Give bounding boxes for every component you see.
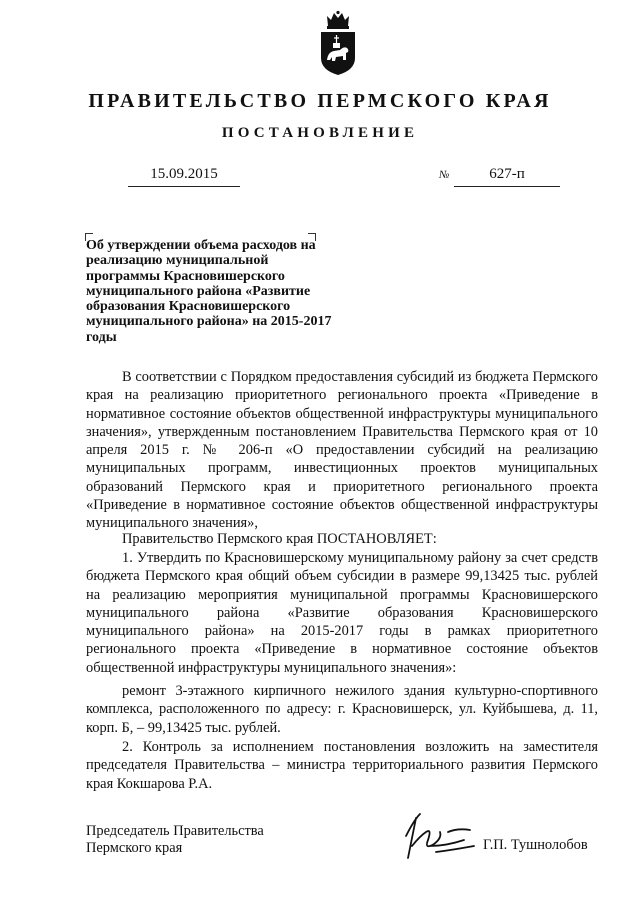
signer-position (86, 823, 264, 857)
signer-name: Г.П. Тушнолобов (483, 837, 588, 853)
document-type-heading: ПОСТАНОВЛЕНИЕ (221, 125, 419, 141)
government-title: ПРАВИТЕЛЬСТВО ПЕРМСКОГО КРАЯ (88, 90, 552, 112)
document-subject: Об утверждении объема расходов на реализацию муниципальной программы Красновишерского муниципального района «Развитие образования Красновишерского муниципального района» на 2015-2017 годы (86, 238, 332, 345)
date-underline (128, 186, 240, 187)
handwritten-signature-icon (386, 806, 486, 866)
document-number: 627-п (489, 166, 525, 182)
document-date: 15.09.2015 (150, 166, 218, 182)
number-underline (454, 186, 560, 187)
clause-1-item-paragraph: ремонт 3-этажного кирпичного нежилого здания культурно-спортивного комплекса, расположенного по адресу: г. Красновишерск, ул. Куйбышева, д. 11, корп. Б, – 99,13425 тыс. рублей. (86, 683, 598, 736)
resolves-paragraph: Правительство Пермского края ПОСТАНОВЛЯЕТ: (122, 531, 437, 547)
preamble-paragraph: В соответствии с Порядком предоставления субсидий из бюджета Пермского края на реализацию приоритетного регионального проекта «Приведение в нормативное состояние объектов общественной инфраструктуры муниципального значения», утвержденным постановлением Правительства Пермского края от 10 апреля 2015 г. № 206-п «О предоставлении субсидий на реализацию муниципальных программ, инвестиционных проектов муниципальных образований Пермского края и приоритетного регионального проекта «Приведение в нормативное состояние объектов общественной инфраструктуры муниципального значения», (86, 369, 598, 532)
coat-of-arms-icon (318, 10, 358, 76)
clause-2-paragraph: 2. Контроль за исполнением постановления возложить на заместителя председателя Правительства – министра территориального развития Пермского края Кокшарова Р.А. (86, 739, 598, 792)
signer-position-line2: Пермского края (86, 840, 183, 856)
signer-position-line1: Председатель Правительства (86, 823, 264, 839)
clause-1-paragraph: 1. Утвердить по Красновишерскому муниципальному району за счет средств бюджета Пермского края общий объем субсидии в размере 99,13425 тыс. рублей на реализацию мероприятия муниципальной программы Красновишерского муниципального района «Развитие образования Красновишерского муниципального района» на 2015-2017 годы в рамках приоритетного регионального проекта «Приведение в нормативное состояние объектов общественной инфраструктуры муниципального значения»: (86, 550, 598, 676)
number-sign: № (439, 169, 450, 181)
